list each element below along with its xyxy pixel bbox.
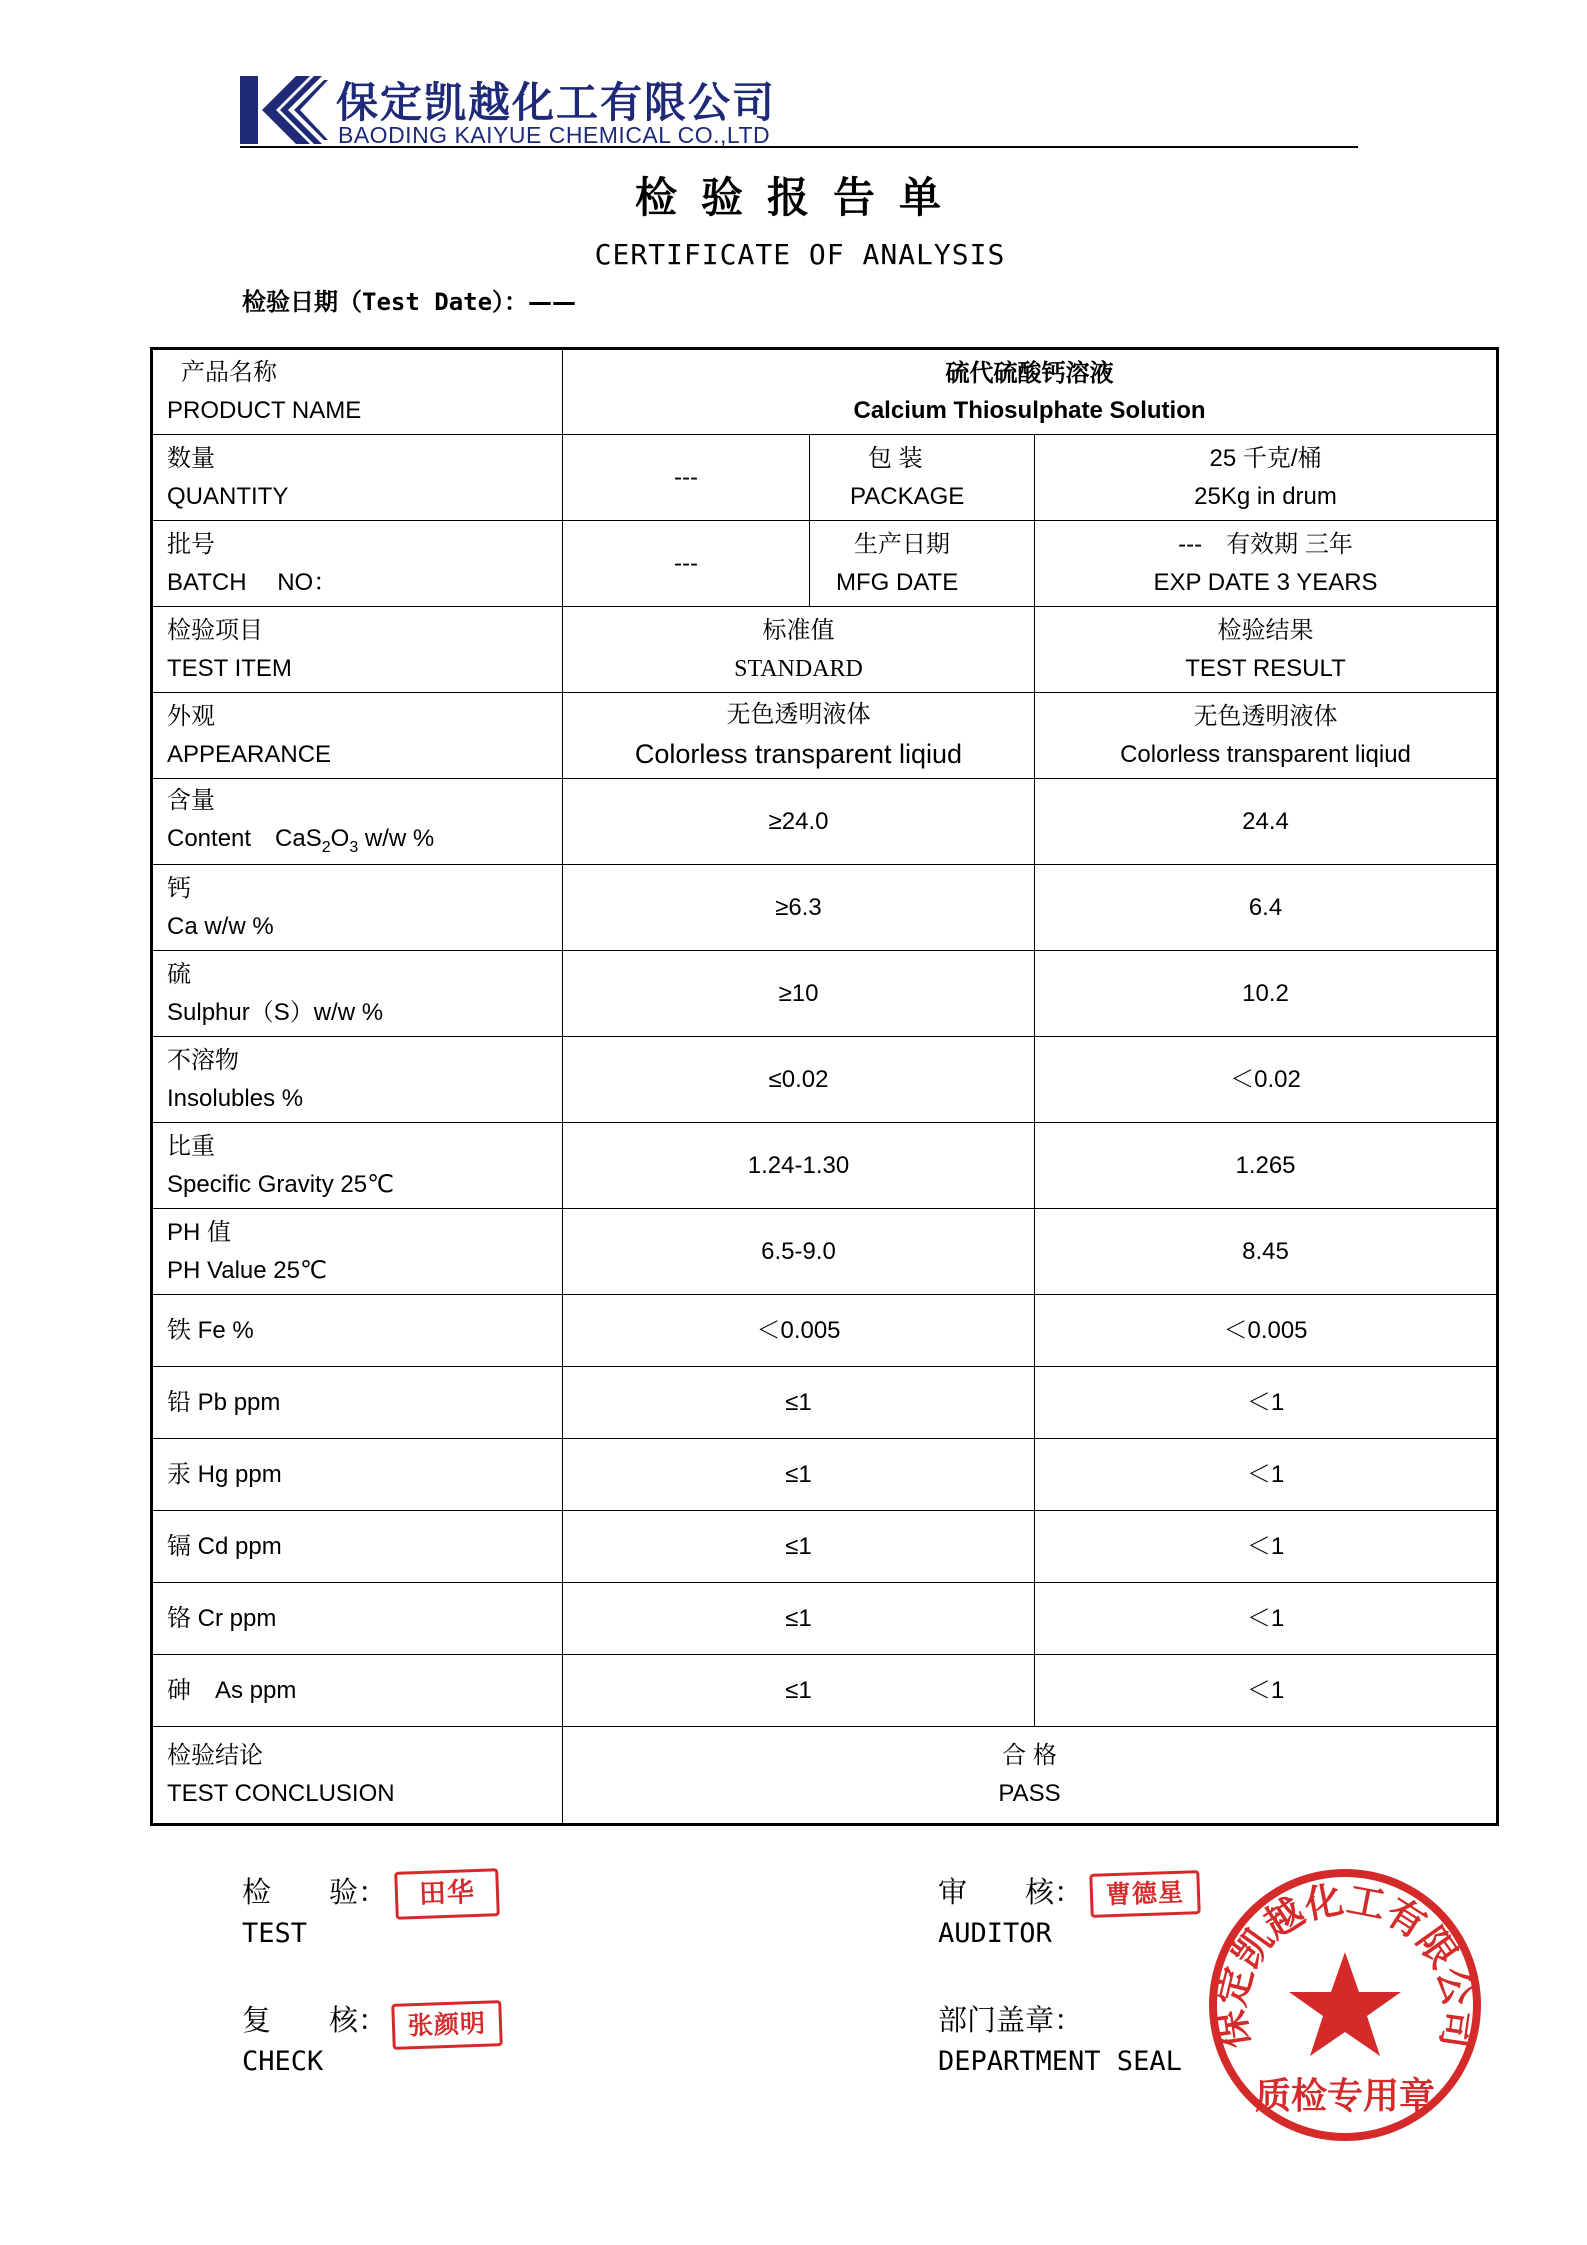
test-date-label: 检验日期（ bbox=[242, 288, 362, 316]
table-header-row bbox=[152, 607, 1498, 693]
result-value-cn: 无色透明液体 bbox=[1193, 702, 1338, 730]
quantity-label-en: QUANTITY bbox=[167, 482, 289, 510]
row-label-cn: 比重 bbox=[167, 1132, 215, 1160]
auditor-signature-stamp: 曹德星 bbox=[1089, 1870, 1200, 1918]
row-label-cn: 外观 bbox=[167, 702, 215, 730]
result-value-cell bbox=[1035, 693, 1498, 779]
column-item-cell bbox=[152, 607, 563, 693]
row-label-en: PH Value 25℃ bbox=[167, 1256, 327, 1284]
standard-value: 1.24-1.30 bbox=[563, 1123, 1035, 1209]
mfg-label-cn: 生产日期 bbox=[854, 530, 950, 558]
content-formula-part: Content CaS bbox=[167, 824, 322, 852]
table-row bbox=[152, 1123, 1498, 1209]
package-value-cn: 25 千克/桶 bbox=[1209, 444, 1322, 472]
result-value: ＜1 bbox=[1035, 1439, 1498, 1511]
test-signature-stamp: 田华 bbox=[394, 1868, 500, 1920]
analysis-table bbox=[150, 347, 1499, 1826]
result-value: 10.2 bbox=[1035, 951, 1498, 1037]
result-value: ＜0.005 bbox=[1035, 1295, 1498, 1367]
table-row-batch bbox=[152, 521, 1498, 607]
conclusion-value-cn: 合 格 bbox=[1002, 1742, 1057, 1769]
column-result-cell bbox=[1035, 607, 1498, 693]
package-value-cell bbox=[1035, 435, 1498, 521]
conclusion-label-en: TEST CONCLUSION bbox=[167, 1780, 395, 1807]
table-row bbox=[152, 1209, 1498, 1295]
package-label-cn: 包 装 bbox=[868, 444, 923, 472]
conclusion-value-en: PASS bbox=[998, 1780, 1061, 1807]
row-label-cn: 不溶物 bbox=[167, 1046, 239, 1074]
auditor-signature-label-en: AUDITOR bbox=[938, 1918, 1052, 1949]
table-row-quantity bbox=[152, 435, 1498, 521]
row-label-en bbox=[167, 824, 562, 858]
batch-label-en: BATCH NO： bbox=[167, 568, 338, 596]
company-logo-icon bbox=[240, 76, 328, 144]
table-row bbox=[152, 1511, 1498, 1583]
product-label-cn: 产品名称 bbox=[181, 359, 277, 386]
batch-label-cell bbox=[152, 521, 563, 607]
result-value: ＜1 bbox=[1035, 1655, 1498, 1727]
row-label-cell bbox=[152, 1209, 563, 1295]
row-label-cell bbox=[152, 693, 563, 779]
quantity-label-cn: 数量 bbox=[167, 444, 215, 472]
row-label-cn: 钙 bbox=[167, 874, 191, 902]
standard-value: ≤1 bbox=[563, 1511, 1035, 1583]
seal-star-icon bbox=[1289, 1952, 1401, 2056]
standard-value: ≥24.0 bbox=[563, 779, 1035, 865]
column-standard-cell bbox=[563, 607, 1035, 693]
row-label-en: APPEARANCE bbox=[167, 740, 332, 768]
column-result-cn: 检验结果 bbox=[1217, 616, 1314, 644]
row-label-en: Insolubles % bbox=[167, 1084, 304, 1112]
row-label-cell bbox=[152, 779, 563, 865]
batch-label-cn: 批号 bbox=[167, 530, 215, 558]
batch-value: --- bbox=[563, 521, 810, 607]
product-value-cn: 硫代硫酸钙溶液 bbox=[945, 358, 1114, 387]
standard-value: ≤1 bbox=[563, 1583, 1035, 1655]
standard-value: ≥6.3 bbox=[563, 865, 1035, 951]
document-title-cn: 检验报告单 bbox=[634, 173, 965, 222]
mfg-value-cn: --- 有效期 三年 bbox=[1178, 530, 1353, 558]
standard-value: ≤1 bbox=[563, 1367, 1035, 1439]
package-value-en: 25Kg in drum bbox=[1194, 482, 1337, 510]
standard-value-cell bbox=[563, 693, 1035, 779]
test-date-suffix: ）： bbox=[492, 288, 529, 316]
result-value: ＜1 bbox=[1035, 1583, 1498, 1655]
check-signature-label: 复 核： bbox=[242, 2003, 388, 2037]
table-row bbox=[152, 865, 1498, 951]
result-value: Colorless transparent liqiud bbox=[1120, 740, 1411, 768]
column-item-en: TEST ITEM bbox=[167, 654, 292, 682]
row-label: 铁 Fe % bbox=[152, 1295, 563, 1367]
mfg-label-en: MFG DATE bbox=[836, 568, 959, 596]
column-standard-en: STANDARD bbox=[734, 655, 863, 682]
standard-value-cn: 无色透明液体 bbox=[726, 700, 871, 728]
table-row bbox=[152, 693, 1498, 779]
table-row bbox=[152, 1655, 1498, 1727]
result-value: 1.265 bbox=[1035, 1123, 1498, 1209]
standard-value: ≤1 bbox=[563, 1655, 1035, 1727]
test-signature-label: 检 验： bbox=[242, 1875, 388, 1909]
mfg-value-en: EXP DATE 3 YEARS bbox=[1153, 568, 1378, 596]
content-formula-subscript: 3 bbox=[349, 838, 359, 856]
package-label-en: PACKAGE bbox=[850, 482, 965, 510]
seal-subtitle: 质检专用章 bbox=[1254, 2076, 1436, 2117]
row-label-cn: 含量 bbox=[167, 786, 215, 814]
test-date-label-en: Test Date bbox=[362, 288, 493, 316]
seal-company-text: 保定凯越化工有限公司 bbox=[1208, 1877, 1482, 2052]
test-date-line bbox=[242, 282, 576, 317]
table-row bbox=[152, 1439, 1498, 1511]
row-label-cn: PH 值 bbox=[167, 1218, 232, 1246]
table-row bbox=[152, 951, 1498, 1037]
header-divider bbox=[240, 146, 1358, 148]
table-row bbox=[152, 1295, 1498, 1367]
test-date-value: —— bbox=[528, 288, 577, 316]
result-value: ＜0.02 bbox=[1035, 1037, 1498, 1123]
product-label-cell bbox=[152, 349, 563, 435]
table-row-product bbox=[152, 349, 1498, 435]
mfg-value-cell bbox=[1035, 521, 1498, 607]
column-result-en: TEST RESULT bbox=[1185, 654, 1346, 682]
row-label: 铅 Pb ppm bbox=[152, 1367, 563, 1439]
result-value: ＜1 bbox=[1035, 1367, 1498, 1439]
result-value: 6.4 bbox=[1035, 865, 1498, 951]
product-value-en: Calcium Thiosulphate Solution bbox=[853, 397, 1206, 424]
row-label-cell bbox=[152, 865, 563, 951]
department-seal-stamp bbox=[1200, 1860, 1490, 2150]
row-label: 镉 Cd ppm bbox=[152, 1511, 563, 1583]
table-row bbox=[152, 1037, 1498, 1123]
conclusion-label-cn: 检验结论 bbox=[167, 1742, 263, 1769]
content-formula-subscript: 2 bbox=[321, 838, 331, 856]
column-item-cn: 检验项目 bbox=[167, 616, 263, 644]
result-value: 24.4 bbox=[1035, 779, 1498, 865]
row-label-cell bbox=[152, 951, 563, 1037]
row-label-cell bbox=[152, 1037, 563, 1123]
content-formula-part: O bbox=[330, 824, 350, 852]
check-signature-label-en: CHECK bbox=[242, 2046, 324, 2077]
row-label-en: Sulphur（S）w/w % bbox=[167, 998, 384, 1026]
check-signature-stamp: 张颜明 bbox=[391, 2000, 503, 2050]
standard-value: ≥10 bbox=[563, 951, 1035, 1037]
test-signature-label-en: TEST bbox=[242, 1918, 308, 1949]
standard-value: 6.5-9.0 bbox=[563, 1209, 1035, 1295]
row-label: 铬 Cr ppm bbox=[152, 1583, 563, 1655]
standard-value: ≤0.02 bbox=[563, 1037, 1035, 1123]
mfg-label-cell bbox=[810, 521, 1035, 607]
row-label-en: Specific Gravity 25℃ bbox=[167, 1170, 395, 1198]
standard-value: Colorless transparent liqiud bbox=[634, 738, 963, 769]
row-label-en: Ca w/w % bbox=[167, 912, 274, 940]
table-row bbox=[152, 1367, 1498, 1439]
department-seal-label: 部门盖章： bbox=[938, 2003, 1084, 2037]
package-label-cell bbox=[810, 435, 1035, 521]
column-standard-cn: 标准值 bbox=[762, 616, 835, 644]
row-label-cell bbox=[152, 1123, 563, 1209]
quantity-label-cell bbox=[152, 435, 563, 521]
document-title-en: CERTIFICATE OF ANALYSIS bbox=[594, 238, 1006, 271]
result-value: 8.45 bbox=[1035, 1209, 1498, 1295]
row-label: 汞 Hg ppm bbox=[152, 1439, 563, 1511]
conclusion-label-cell bbox=[152, 1727, 563, 1825]
product-value-cell bbox=[563, 349, 1498, 435]
product-label-en: PRODUCT NAME bbox=[167, 397, 362, 424]
table-row bbox=[152, 779, 1498, 865]
table-row-conclusion bbox=[152, 1727, 1498, 1825]
row-label: 砷 As ppm bbox=[152, 1655, 563, 1727]
result-value: ＜1 bbox=[1035, 1511, 1498, 1583]
department-seal-label-en: DEPARTMENT SEAL bbox=[938, 2046, 1182, 2077]
company-name-cn: 保定凯越化工有限公司 bbox=[336, 78, 777, 127]
standard-value: ＜0.005 bbox=[563, 1295, 1035, 1367]
conclusion-value-cell bbox=[563, 1727, 1498, 1825]
company-name-en: BAODING KAIYUE CHEMICAL CO.,LTD bbox=[338, 122, 771, 148]
row-label-cn: 硫 bbox=[167, 960, 191, 988]
content-formula-part: w/w % bbox=[358, 824, 435, 852]
auditor-signature-label: 审 核： bbox=[938, 1875, 1084, 1909]
quantity-value: --- bbox=[563, 435, 810, 521]
standard-value: ≤1 bbox=[563, 1439, 1035, 1511]
table-row bbox=[152, 1583, 1498, 1655]
